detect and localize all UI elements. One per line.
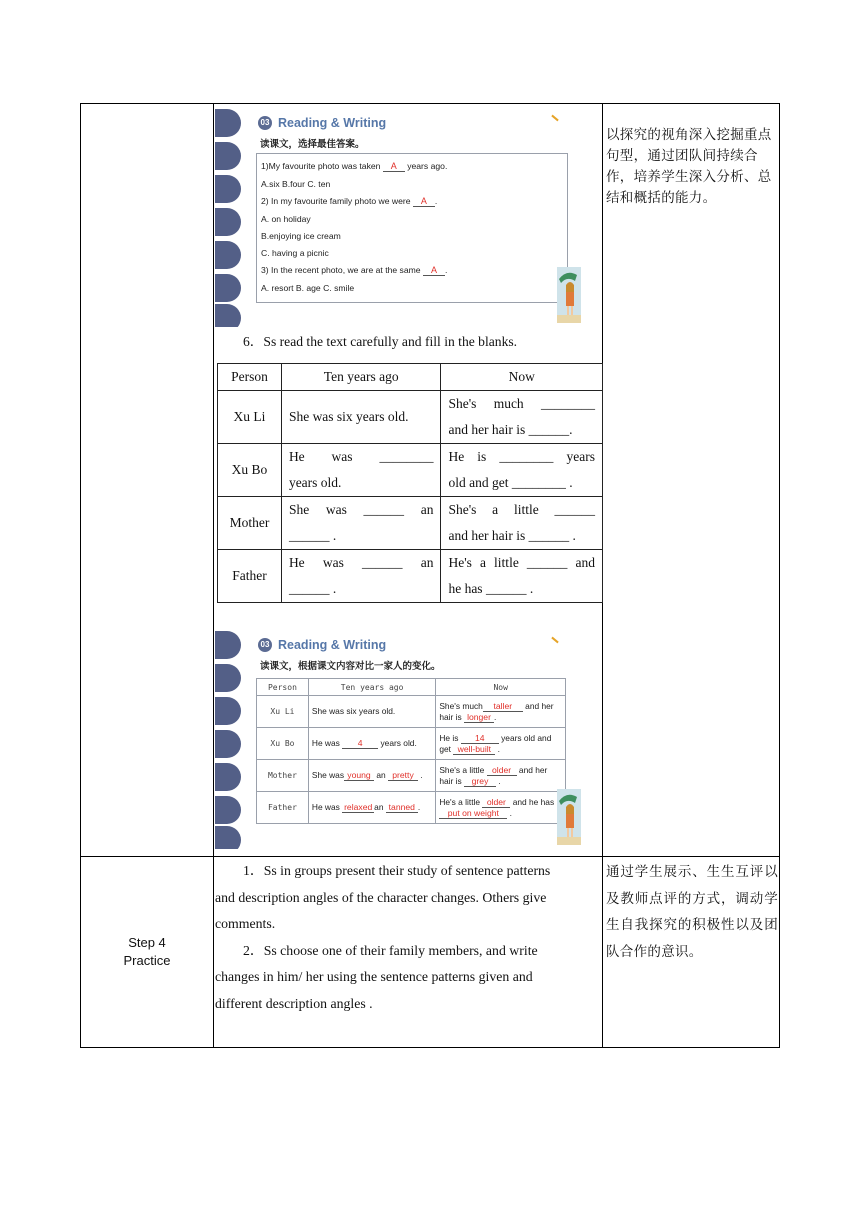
practice-activities: 1．Ss in groups present their study of sentence patterns and description angles of the character changes. Others give comments. 2．Ss choose one of their family members, and write changes in him/ her using the sentence patterns given and different description angles . — [215, 863, 551, 1011]
column-divider-left — [213, 104, 214, 1047]
table-row: Xu Li She was six years old. She's much taller and her hair is longer . — [257, 696, 566, 728]
table-row: Father He was relaxed an tanned . He's a little older and he has put on weight . — [257, 792, 566, 824]
table-row: Mother She was young an pretty . She's a little older and her hair is grey . — [257, 760, 566, 792]
teaching-purpose-note-1: 以探究的视角深入挖掘重点句型，通过团队间持续合作，培养学生深入分析、总结和概括的能力。 — [606, 127, 772, 206]
ago-cell: He was ________ years old. — [281, 444, 441, 497]
question-2-option-a: A. on holiday — [261, 214, 311, 224]
table-row — [218, 444, 603, 497]
fill-blanks-instruction: 6．Ss read the text carefully and fill in the blanks. — [243, 334, 518, 349]
table-row — [218, 391, 603, 444]
person-cell: Mother — [218, 497, 282, 550]
now-cell: He is ________ years old and get ________ . — [441, 444, 603, 497]
ago-cell: He was ______ an ______ . — [281, 550, 441, 603]
table-row — [218, 550, 603, 603]
section-title: Reading & Writing — [278, 638, 387, 652]
girl-illustration — [557, 267, 581, 323]
table-row — [218, 497, 603, 550]
header-now: Now — [441, 364, 603, 391]
section-title: Reading & Writing — [278, 116, 387, 130]
reading-writing-panel-2 — [215, 627, 581, 849]
section-instruction: 读课文，选择最佳答案。 — [260, 139, 365, 150]
header-ten-years-ago: Ten years ago — [281, 364, 441, 391]
answered-comparison-table: Person Ten years ago Now Xu Li She was six years old. She's much taller and her hair is longer . Xu Bo He was 4 years old. He is 14 years old and get well-built . Mother She was young an pretty . She's a little older and her hair is grey . Father He was relaxed an tanned . He's a little older and he has put on weight . — [256, 678, 566, 824]
section-number-badge: 03 — [258, 638, 272, 652]
question-2-option-c: C. having a picnic — [261, 248, 329, 258]
step-name: Practice — [123, 953, 171, 968]
person-cell: Xu Li — [218, 391, 282, 444]
pencil-icon — [551, 115, 558, 122]
now-cell: He's a little ______ and he has ______ . — [441, 550, 603, 603]
question-1-options: A.six B.four C. ten — [261, 179, 331, 189]
fill-blanks-table — [217, 363, 603, 603]
question-2: 2) In my favourite family photo we were A . — [261, 196, 438, 206]
ago-cell: She was six years old. — [281, 391, 441, 444]
lesson-plan-table — [80, 103, 780, 1048]
question-3-options: A. resort B. age C. smile — [261, 283, 355, 293]
section-instruction: 读课文，根据课文内容对比一家人的变化。 — [260, 661, 441, 672]
reading-writing-panel-1 — [215, 105, 581, 327]
now-cell: She's a little ______ and her hair is ______ . — [441, 497, 603, 550]
ago-cell: She was ______ an ______ . — [281, 497, 441, 550]
pencil-icon — [551, 637, 558, 644]
questions-box — [256, 153, 568, 303]
step-number: Step 4 — [128, 935, 166, 950]
person-cell: Father — [218, 550, 282, 603]
header-person: Person — [218, 364, 282, 391]
person-cell: Xu Bo — [218, 444, 282, 497]
question-1: 1)My favourite photo was taken A years ago. — [261, 161, 448, 171]
row-divider — [81, 856, 779, 857]
step-label — [81, 934, 213, 970]
table-row: Xu Bo He was 4 years old. He is 14 years old and get well-built . — [257, 728, 566, 760]
teaching-purpose-note-2: 通过学生展示、生生互评以及教师点评的方式，调动学生自我探究的积极性以及团队合作的意识。 — [606, 864, 778, 960]
now-cell: She's much ________ and her hair is ______. — [441, 391, 603, 444]
girl-illustration — [557, 789, 581, 845]
question-3: 3) In the recent photo, we are at the same A . — [261, 265, 448, 275]
question-2-option-b: B.enjoying ice cream — [261, 231, 341, 241]
section-number-badge: 03 — [258, 116, 272, 130]
